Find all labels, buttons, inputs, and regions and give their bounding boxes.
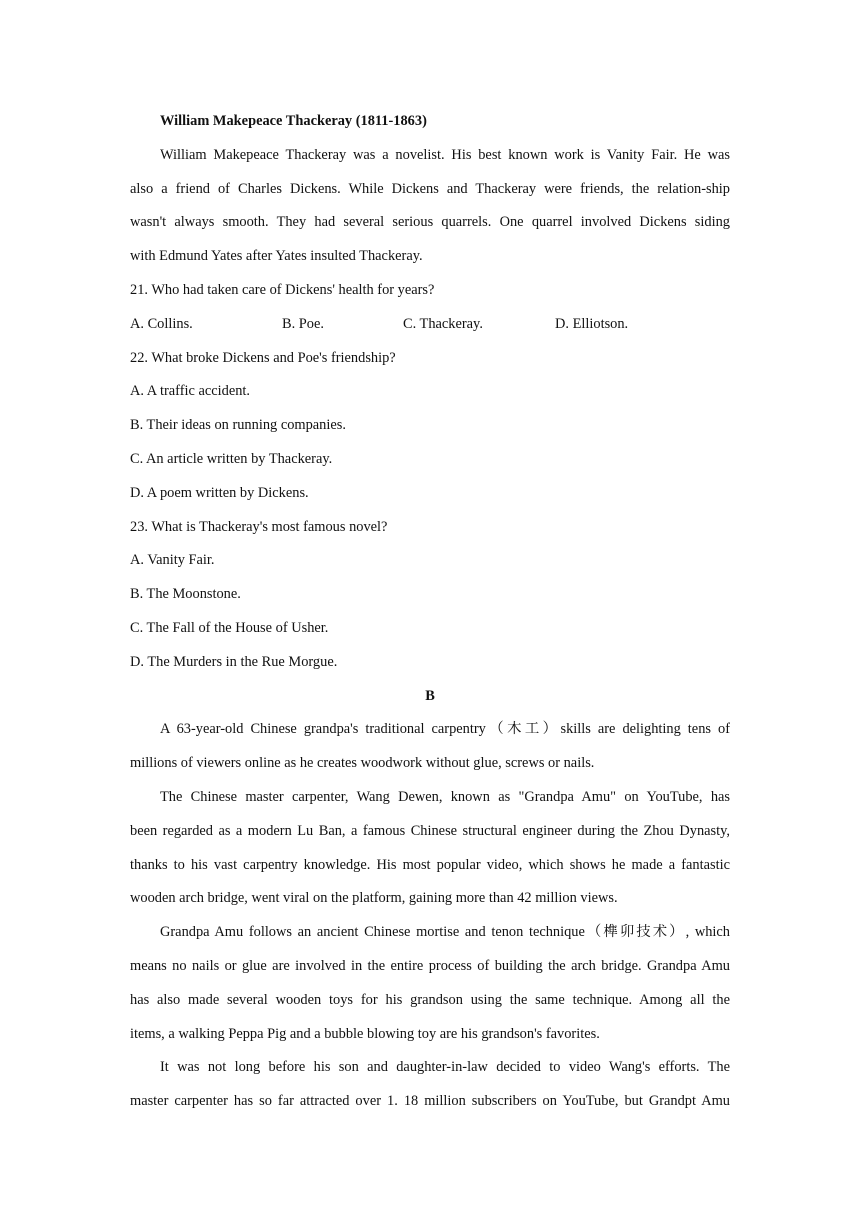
paragraph-line: wooden arch bridge, went viral on the platform, gaining more than 42 million views. bbox=[130, 890, 618, 907]
paragraph-line: A 63-year-old Chinese grandpa's traditional carpentry（木工）skills are delighting tens of bbox=[160, 721, 730, 738]
paragraph-line: millions of viewers online as he creates woodwork without glue, screws or nails. bbox=[130, 755, 595, 772]
option-a: A. Vanity Fair. bbox=[130, 552, 215, 569]
question-stem: 23. What is Thackeray's most famous novel? bbox=[130, 518, 388, 535]
paragraph-line: Grandpa Amu follows an ancient Chinese mortise and tenon technique（榫卯技术）, which bbox=[160, 924, 730, 941]
paragraph-line: has also made several wooden toys for his grandson using the same technique. Among all the bbox=[130, 991, 730, 1008]
option-c: C. Thackeray. bbox=[403, 315, 483, 332]
question-stem: 21. Who had taken care of Dickens' health for years? bbox=[130, 281, 435, 298]
document-page bbox=[130, 105, 730, 1119]
option-d: D. The Murders in the Rue Morgue. bbox=[130, 653, 338, 670]
paragraph-line: William Makepeace Thackeray was a novelist. His best known work is Vanity Fair. He was bbox=[160, 146, 730, 163]
paragraph-line: wasn't always smooth. They had several serious quarrels. One quarrel involved Dickens siding bbox=[130, 214, 730, 231]
option-c: C. An article written by Thackeray. bbox=[130, 450, 333, 467]
option-b: B. The Moonstone. bbox=[130, 586, 241, 603]
paragraph-line: The Chinese master carpenter, Wang Dewen, known as "Grandpa Amu" on YouTube, has bbox=[160, 788, 730, 805]
paragraph-line: with Edmund Yates after Yates insulted Thackeray. bbox=[130, 248, 423, 265]
paragraph-line: also a friend of Charles Dickens. While Dickens and Thackeray were friends, the relation-ship bbox=[130, 180, 730, 197]
option-d: D. Elliotson. bbox=[555, 315, 629, 332]
question-options-row bbox=[130, 308, 730, 342]
option-a: A. A traffic accident. bbox=[130, 383, 251, 400]
paragraph-line: means no nails or glue are involved in the entire process of building the arch bridge. Grandpa Amu bbox=[130, 957, 730, 974]
question-stem: 22. What broke Dickens and Poe's friendship? bbox=[130, 349, 396, 366]
paragraph-line: thanks to his vast carpentry knowledge. His most popular video, which shows he made a fantastic bbox=[130, 856, 730, 873]
section-label: B bbox=[425, 687, 435, 704]
paragraph-line: master carpenter has so far attracted over 1. 18 million subscribers on YouTube, but Grandpt Amu bbox=[130, 1093, 730, 1110]
paragraph-line: items, a walking Peppa Pig and a bubble blowing toy are his grandson's favorites. bbox=[130, 1025, 600, 1042]
section-heading: William Makepeace Thackeray (1811-1863) bbox=[160, 113, 427, 129]
option-a: A. Collins. bbox=[130, 315, 193, 332]
option-b: B. Poe. bbox=[282, 315, 324, 332]
option-b: B. Their ideas on running companies. bbox=[130, 417, 346, 434]
paragraph-line: It was not long before his son and daughter-in-law decided to video Wang's efforts. The bbox=[160, 1059, 730, 1076]
paragraph-line: been regarded as a modern Lu Ban, a famous Chinese structural engineer during the Zhou Dynasty, bbox=[130, 822, 730, 839]
option-c: C. The Fall of the House of Usher. bbox=[130, 619, 329, 636]
option-d: D. A poem written by Dickens. bbox=[130, 484, 309, 501]
